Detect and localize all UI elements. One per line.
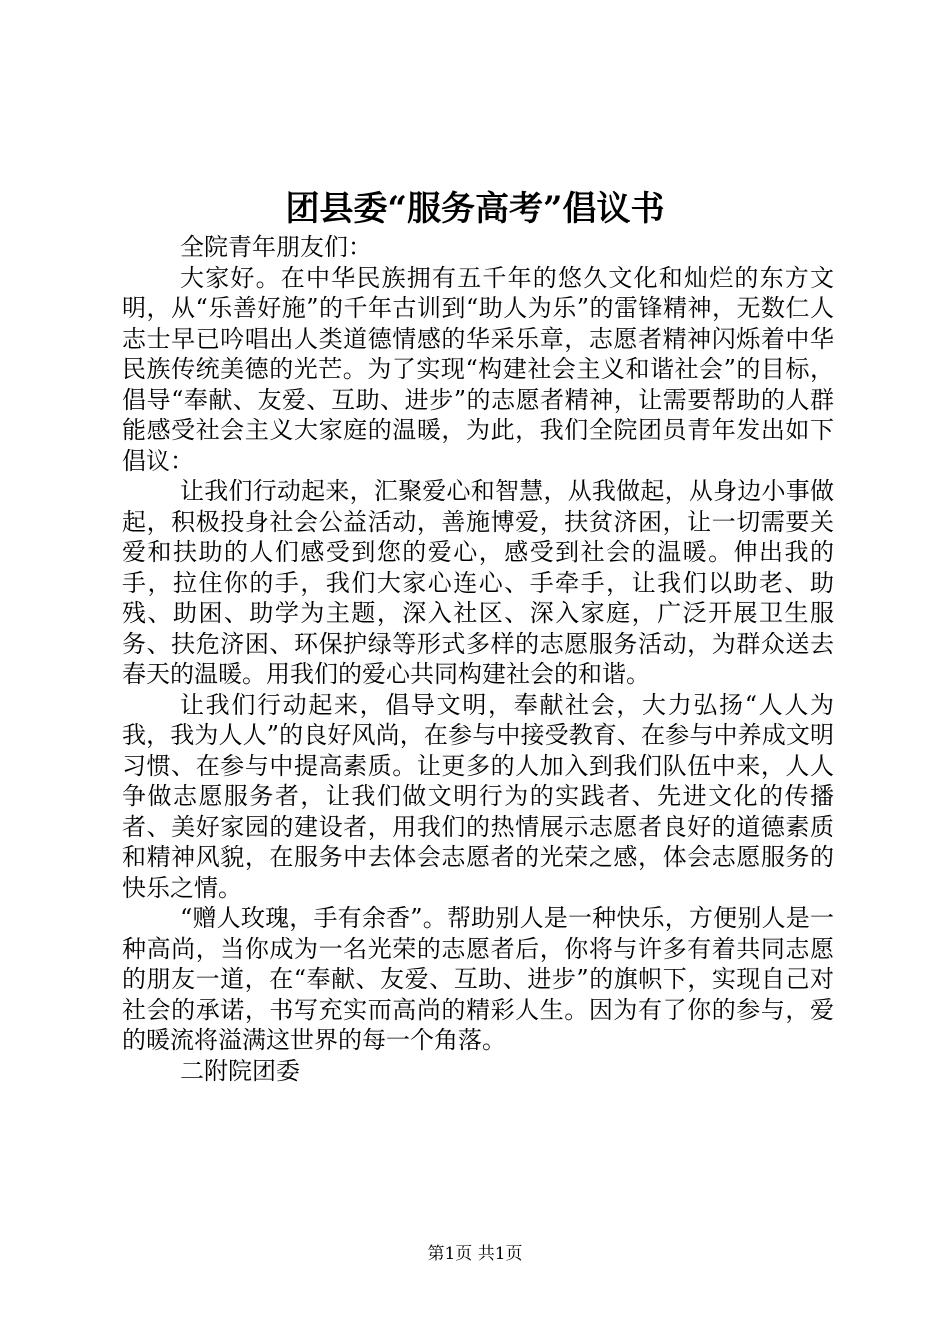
page-footer: 第1页 共1页	[427, 1244, 523, 1264]
body-paragraph-1: 大家好。在中华民族拥有五千年的悠久文化和灿烂的东方文明，从“乐善好施”的千年古训到“助人为乐”的雷锋精神，无数仁人志士早已吟唱出人类道德情感的华采乐章，志愿者精神闪烁着中华民族传统美德的光芒。为了实现“构建社会主义和谐社会”的目标，倡导“奉献、友爱、互助、进步”的志愿者精神，让需要帮助的人群能感受社会主义大家庭的温暖，为此，我们全院团员青年发出如下倡议：	[122, 263, 834, 475]
body-paragraph-4: “赠人玫瑰，手有余香”。帮助别人是一种快乐，方便别人是一种高尚，当你成为一名光荣的志愿者后，你将与许多有着共同志愿的朋友一道，在“奉献、友爱、互助、进步”的旗帜下，实现自己对社会的承诺，书写充实而高尚的精彩人生。因为有了你的参与，爱的暖流将溢满这世界的每一个角落。	[122, 904, 834, 1054]
body-paragraph-2: 让我们行动起来，汇聚爱心和智慧，从我做起，从身边小事做起，积极投身社会公益活动，善施博爱，扶贫济困，让一切需要关爱和扶助的人们感受到您的爱心，感受到社会的温暖。伸出我的手，拉住你的手，我们大家心连心、手牵手，让我们以助老、助残、助困、助学为主题，深入社区、深入家庭，广泛开展卫生服务、扶危济困、环保护绿等形式多样的志愿服务活动，为群众送去春天的温暖。用我们的爱心共同构建社会的和谐。	[122, 477, 834, 688]
signature: 二附院团委	[180, 1056, 300, 1085]
body-paragraph-3: 让我们行动起来，倡导文明，奉献社会，大力弘扬“人人为我，我为人人”的良好风尚，在参与中接受教育、在参与中养成文明习惯、在参与中提高素质。让更多的人加入到我们队伍中来，人人争做志愿服务者，让我们做文明行为的实践者、先进文化的传播者、美好家园的建设者，用我们的热情展示志愿者良好的道德素质和精神风貌，在服务中去体会志愿者的光荣之感，体会志愿服务的快乐之情。	[122, 690, 834, 902]
salutation: 全院青年朋友们：	[180, 233, 372, 261]
document-title: 团县委“服务高考”倡议书	[285, 189, 665, 229]
document-body	[122, 232, 834, 1086]
